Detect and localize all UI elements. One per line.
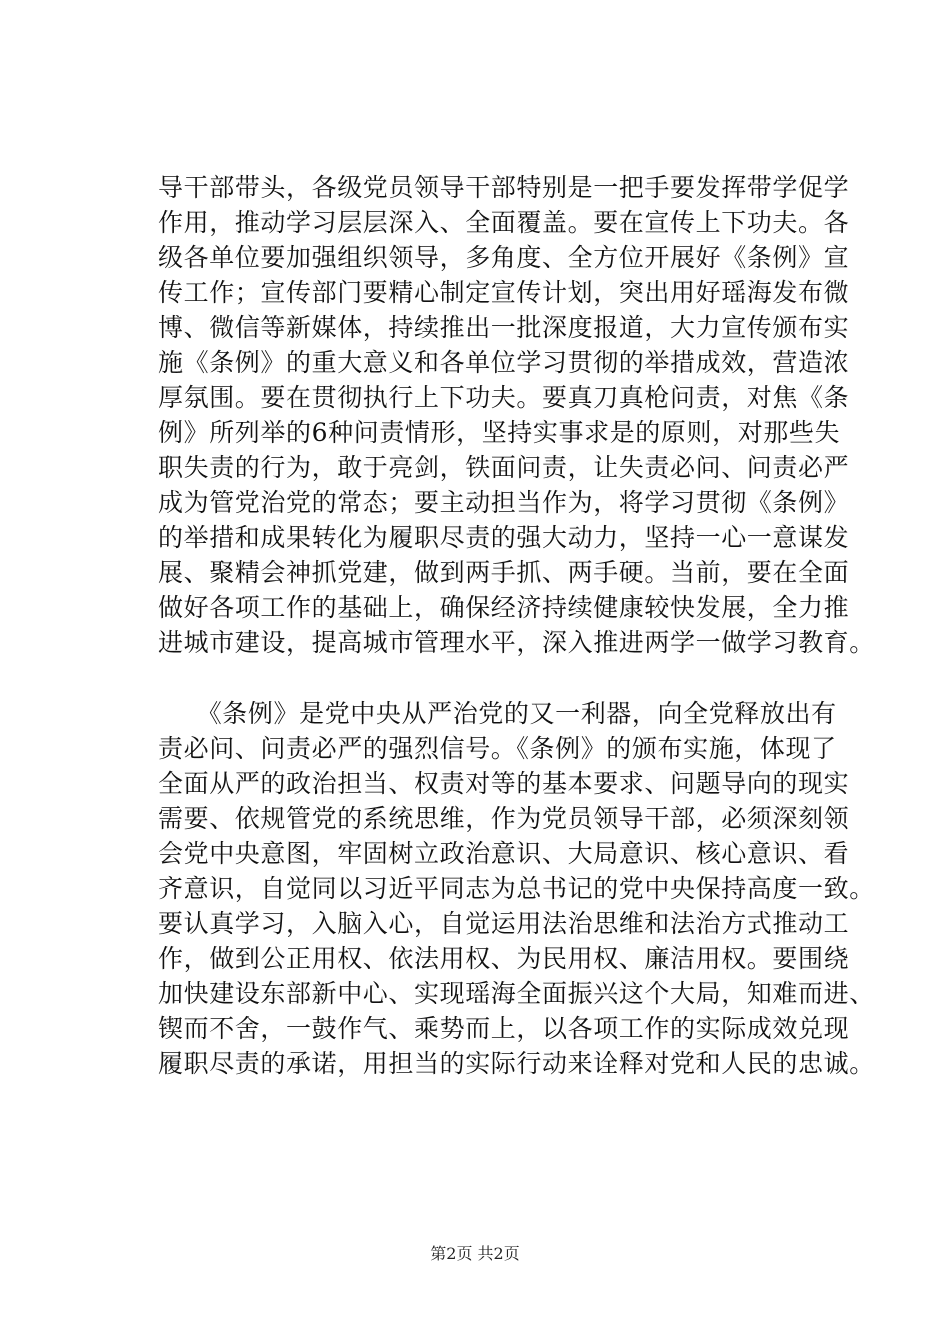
- text-line: 会党中央意图，牢固树立政治意识、大局意识、核心意识、看: [158, 839, 850, 868]
- text-line: 做好各项工作的基础上，确保经济持续健康较快发展，全力推: [158, 593, 850, 622]
- text-line: 加快建设东部新中心、实现瑶海全面振兴这个大局，知难而进、: [158, 979, 875, 1008]
- text-line: 锲而不舍，一鼓作气、乘势而上，以各项工作的实际成效兑现: [158, 1014, 850, 1043]
- text-line: 级各单位要加强组织领导，多角度、全方位开展好《条例》宣: [158, 243, 850, 272]
- text-line: 厚氛围。要在贯彻执行上下功夫。要真刀真枪问责，对焦《条: [158, 383, 850, 412]
- text-line: 作用，推动学习层层深入、全面覆盖。要在宣传上下功夫。各: [158, 208, 850, 237]
- paragraph-1: [158, 170, 875, 660]
- text-line: 例》所列举的6种问责情形，坚持实事求是的原则，对那些失: [158, 418, 841, 447]
- text-line: 的举措和成果转化为履职尽责的强大动力，坚持一心一意谋发: [158, 523, 850, 552]
- text-line: 进城市建设，提高城市管理水平，深入推进两学一做学习教育。: [158, 628, 875, 657]
- text-line: 展、聚精会神抓党建，做到两手抓、两手硬。当前，要在全面: [158, 558, 850, 587]
- body-text: [158, 170, 875, 1081]
- text-line: 《条例》是党中央从严治党的又一利器，向全党释放出有: [158, 699, 837, 728]
- text-line: 职失责的行为，敢于亮剑，铁面问责，让失责必问、问责必严: [158, 453, 850, 482]
- text-line: 履职尽责的承诺，用担当的实际行动来诠释对党和人民的忠诚。: [158, 1049, 875, 1078]
- text-line: 传工作；宣传部门要精心制定宣传计划，突出用好瑶海发布微: [158, 278, 850, 307]
- text-line: 全面从严的政治担当、权责对等的基本要求、问题导向的现实: [158, 769, 850, 798]
- text-line: 成为管党治党的常态；要主动担当作为，将学习贯彻《条例》: [158, 488, 850, 517]
- text-line: 需要、依规管党的系统思维，作为党员领导干部，必须深刻领: [158, 804, 850, 833]
- text-line: 要认真学习，入脑入心，自觉运用法治思维和法治方式推动工: [158, 909, 850, 938]
- text-line: 齐意识，自觉同以习近平同志为总书记的党中央保持高度一致。: [158, 874, 875, 903]
- text-line: 作，做到公正用权、依法用权、为民用权、廉洁用权。要围绕: [158, 944, 850, 973]
- text-line: 责必问、问责必严的强烈信号。《条例》的颁布实施，体现了: [158, 734, 837, 763]
- page-number-footer: 第2页 共2页: [430, 1244, 520, 1263]
- paragraph-gap: [158, 660, 858, 696]
- text-line: 导干部带头，各级党员领导干部特别是一把手要发挥带学促学: [158, 173, 850, 202]
- text-line: 施《条例》的重大意义和各单位学习贯彻的举措成效，营造浓: [158, 348, 850, 377]
- text-line: 博、微信等新媒体，持续推出一批深度报道，大力宣传颁布实: [158, 313, 850, 342]
- paragraph-2: [158, 696, 875, 1081]
